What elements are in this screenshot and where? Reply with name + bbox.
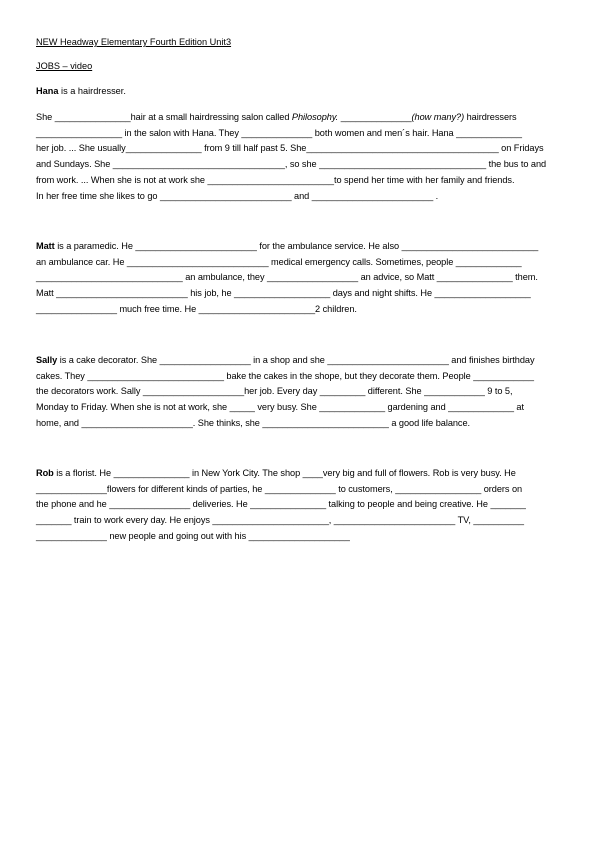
hana-line-5: from work. ... When she is not at work she _________________________to spend her time with her family and friends. xyxy=(36,174,515,185)
sally-line-2: cakes. They ___________________________ bake the cakes in the shope, but they decorate them. People ____________ xyxy=(36,370,534,381)
matt-line-2: an ambulance car. He ____________________________ medical emergency calls. Sometimes, people _____________ xyxy=(36,256,522,267)
matt-line-3: _____________________________ an ambulance, they __________________ an advice, so Matt _______________ them. xyxy=(36,272,538,283)
hana-line-3: her job. ... She usually_______________ from 9 till half past 5. She______________________________________ on Fridays xyxy=(36,143,544,154)
hana-intro-text: is a hairdresser. xyxy=(58,86,126,96)
rob-line-1: Rob is a florist. He _______________ in New York City. The shop ____very big and full of flowers. Rob is very busy. He xyxy=(36,468,516,478)
rob-line-5: ______________ new people and going out with his ____________________ xyxy=(36,530,350,541)
matt-line-5: ________________ much free time. He _______________________2 children. xyxy=(36,303,357,314)
rob-line-3: the phone and he ________________ deliveries. He _______________ talking to people and being creative. He _______ xyxy=(36,499,526,510)
rob-name: Rob xyxy=(36,468,54,478)
matt-name: Matt xyxy=(36,241,55,251)
hana-line-6: In her free time she likes to go __________________________ and ________________________ . xyxy=(36,190,439,201)
sally-line-1: Sally is a cake decorator. She __________________ in a shop and she ________________________ and finishes birthday xyxy=(36,355,535,365)
hana-line-4: and Sundays. She __________________________________, so she _________________________________ the bus to and xyxy=(36,159,547,170)
hana-paragraph xyxy=(36,110,558,204)
worksheet-title: NEW Headway Elementary Fourth Edition Unit3 xyxy=(36,37,232,47)
worksheet-subtitle: JOBS – video xyxy=(36,61,93,71)
matt-line-1: Matt is a paramedic. He ________________________ for the ambulance service. He also ___________________________ xyxy=(36,241,539,251)
matt-line-4: Matt __________________________ his job, he ___________________ days and night shifts. He ___________________ xyxy=(36,288,531,299)
hana-line-1: She _______________hair at a small hairdressing salon called Philosophy. ______________(how many?) hairdressers xyxy=(36,112,517,122)
sally-name: Sally xyxy=(36,355,58,365)
sally-line-3: the decorators work. Sally ____________________her job. Every day _________ different. She ____________ 9 to 5, xyxy=(36,386,513,397)
rob-line-4: _______ train to work every day. He enjoys _______________________, ________________________ TV, __________ xyxy=(36,515,524,526)
hana-name: Hana xyxy=(36,86,59,96)
sally-paragraph xyxy=(36,353,558,432)
sally-line-5: home, and ______________________. She thinks, she _________________________ a good life balance. xyxy=(36,417,471,428)
rob-line-2: ______________flowers for different kinds of parties, he ______________ to customers, _________________ orders on xyxy=(36,483,523,494)
sally-line-4: Monday to Friday. When she is not at work, she _____ very busy. She _____________ gardening and _____________ at xyxy=(36,402,524,413)
rob-paragraph xyxy=(36,466,558,545)
hana-intro xyxy=(36,86,126,96)
hana-line-2: _________________ in the salon with Hana. They ______________ both women and men´s hair. Hana _____________ xyxy=(36,127,522,138)
matt-paragraph xyxy=(36,239,558,318)
